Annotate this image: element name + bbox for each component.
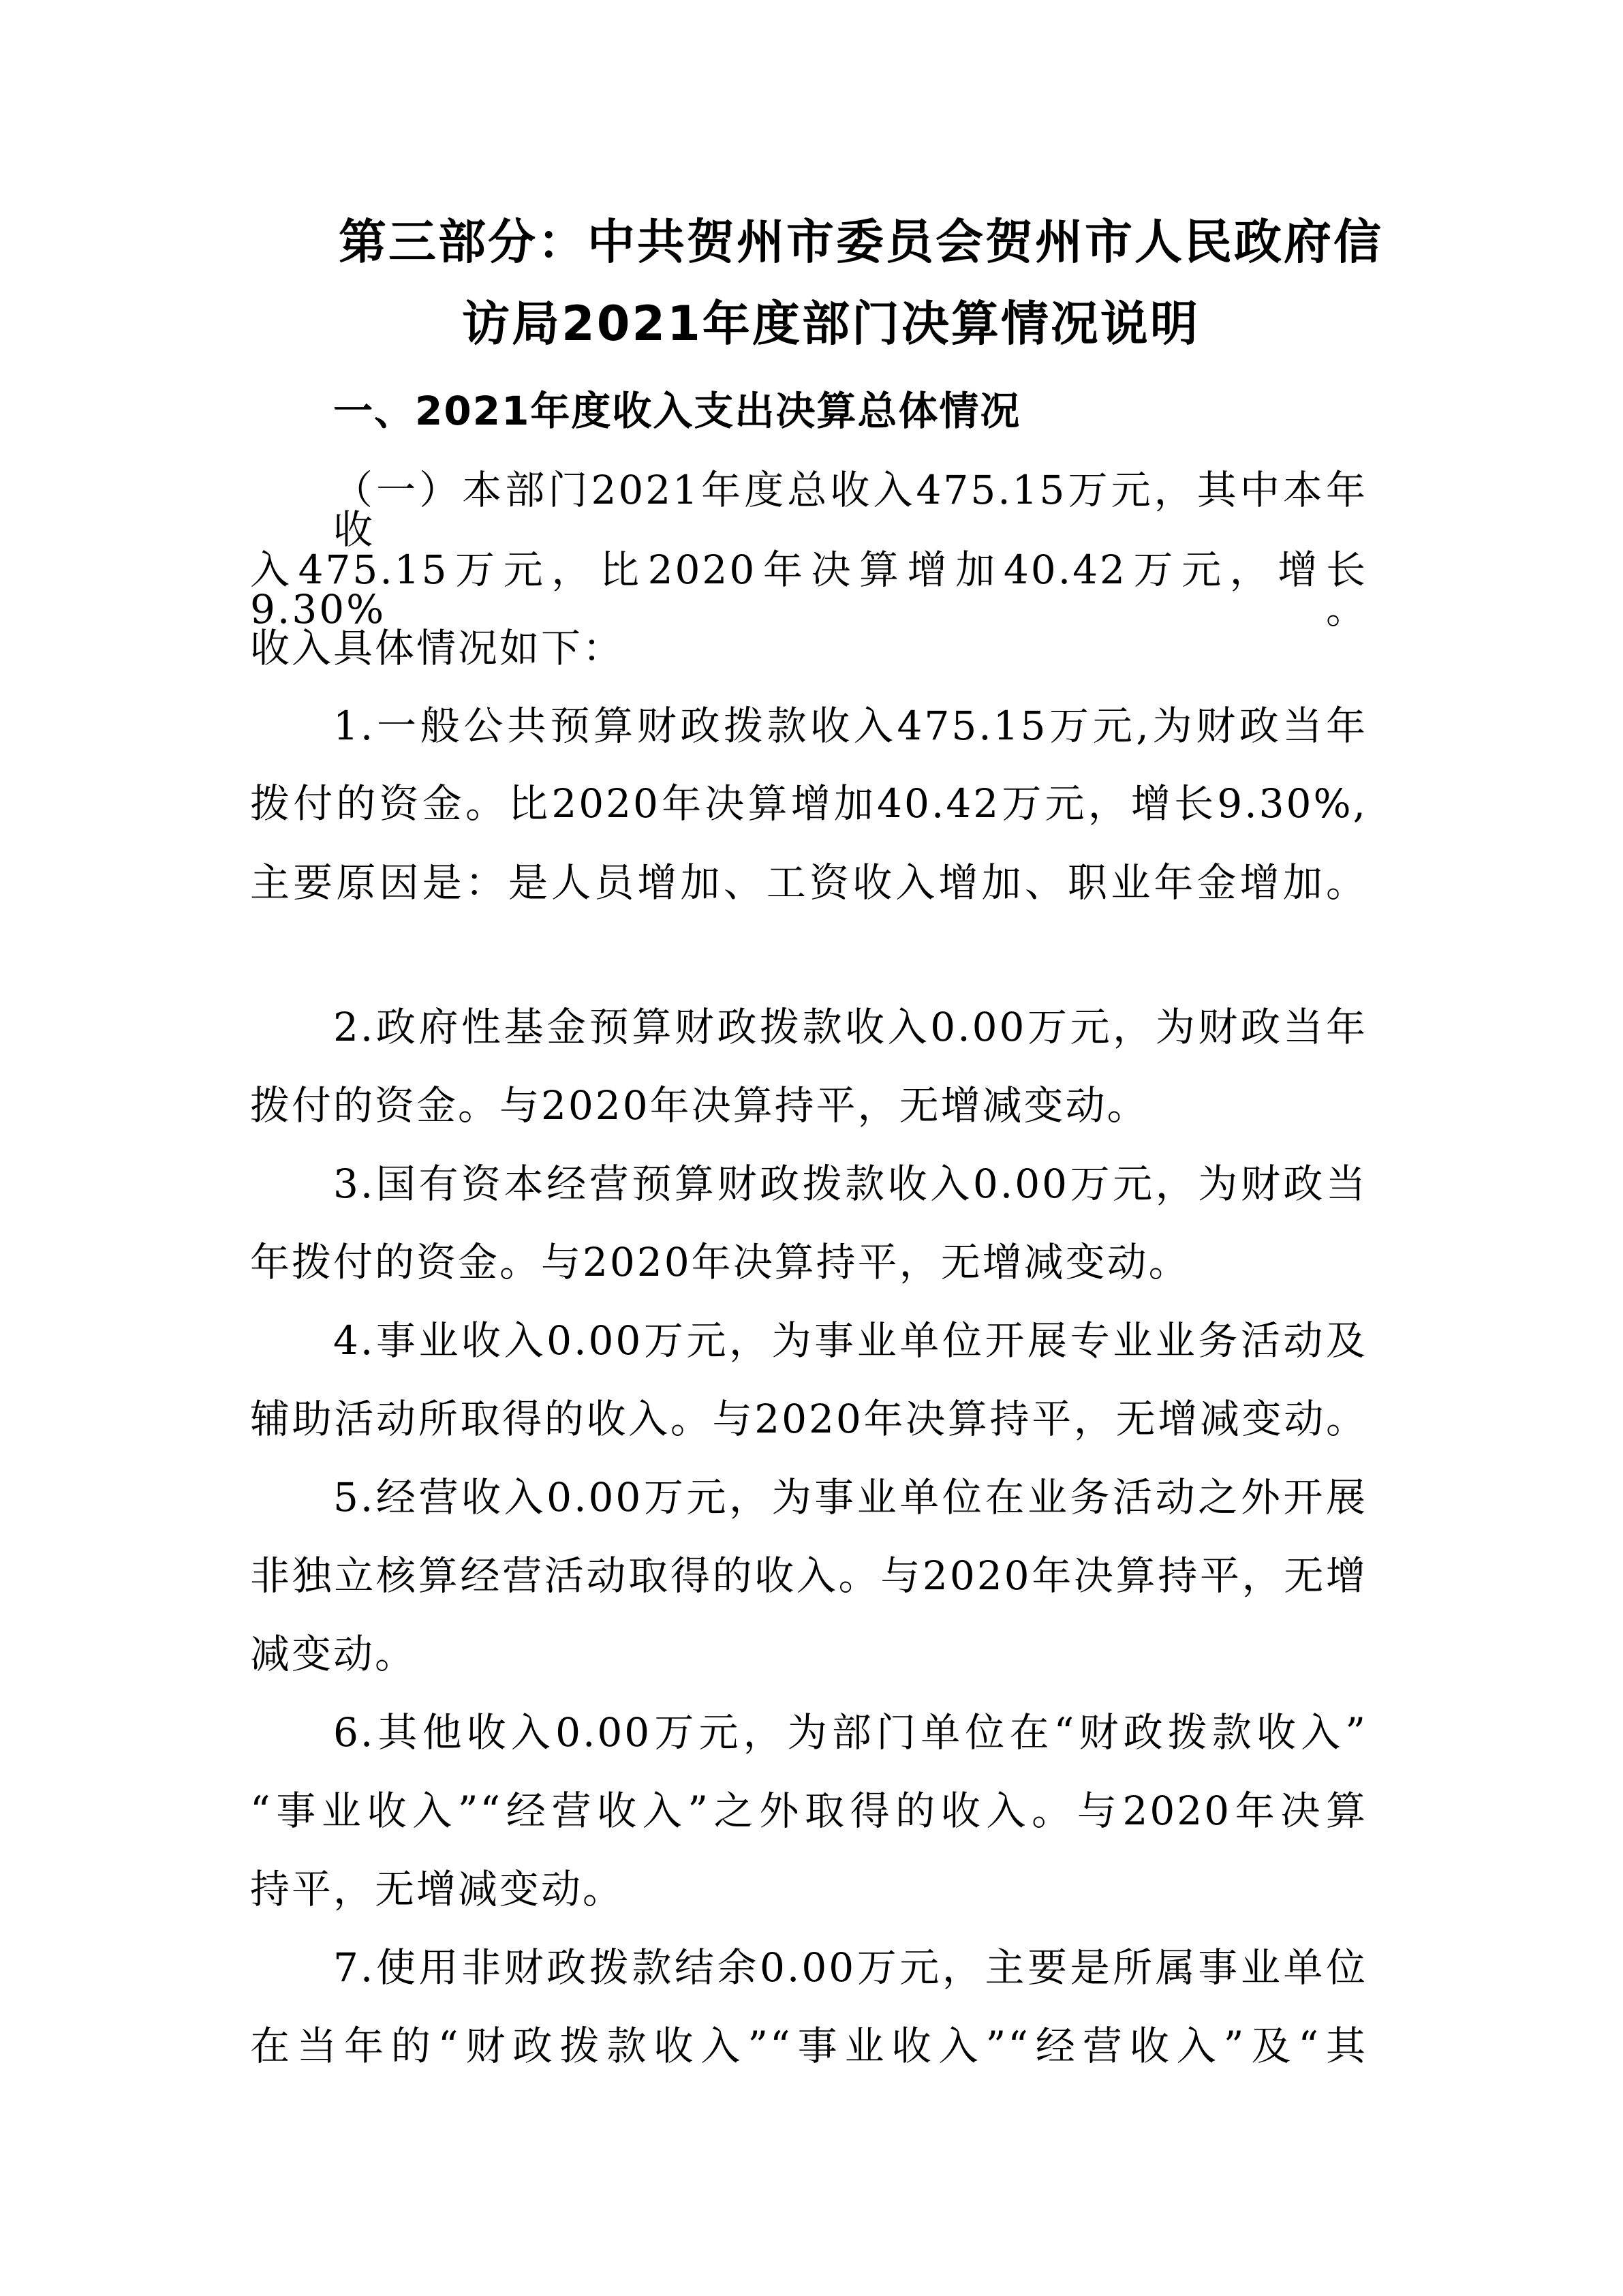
item-2-line-1: 2.政府性基金预算财政拨款收入0.00万元，为财政当年 [333, 1004, 1367, 1050]
item-1-line-2: 拨付的资金。比2020年决算增加40.42万元，增长9.30%, [250, 780, 1367, 827]
document-title-line-2: 访局2021年度部门决算情况说明 [462, 296, 1200, 352]
item-5-line-1: 5.经营收入0.00万元，为事业单位在业务活动之外开展 [333, 1474, 1367, 1520]
item-6-line-3: 持平，无增减变动。 [250, 1866, 625, 1912]
paragraph-overview-line-1: （一）本部门2021年度总收入475.15万元，其中本年收 [333, 467, 1367, 553]
item-6-line-1: 6.其他收入0.00万元，为部门单位在“财政拨款收入” [333, 1709, 1367, 1756]
item-2-line-2: 拨付的资金。与2020年决算持平，无增减变动。 [250, 1082, 1149, 1129]
paragraph-overview-line-2: 入475.15万元，比2020年决算增加40.42万元，增长9.30%。 [250, 547, 1367, 632]
document-title-line-1: 第三部分：中共贺州市委员会贺州市人民政府信 [339, 214, 1383, 270]
item-1-line-3: 主要原因是：是人员增加、工资收入增加、职业年金增加。 [250, 859, 1367, 906]
item-7-line-2: 在当年的“财政拨款收入”“事业收入”“经营收入”及“其 [250, 2023, 1367, 2069]
item-4-line-2: 辅助活动所取得的收入。与2020年决算持平，无增减变动。 [250, 1396, 1367, 1442]
section-heading: 一、2021年度收入支出决算总体情况 [333, 388, 1021, 434]
item-3-line-2: 年拨付的资金。与2020年决算持平，无增减变动。 [250, 1239, 1190, 1285]
item-6-line-2: “事业收入”“经营收入”之外取得的收入。与2020年决算 [250, 1788, 1367, 1834]
item-5-line-2: 非独立核算经营活动取得的收入。与2020年决算持平，无增 [250, 1552, 1367, 1599]
item-4-line-1: 4.事业收入0.00万元，为事业单位开展专业业务活动及 [333, 1317, 1367, 1364]
item-5-line-3: 减变动。 [250, 1631, 417, 1677]
item-7-line-1: 7.使用非财政拨款结余0.00万元，主要是所属事业单位 [333, 1944, 1367, 1991]
item-1-line-1: 1.一般公共预算财政拨款收入475.15万元,为财政当年 [333, 703, 1367, 749]
item-3-line-1: 3.国有资本经营预算财政拨款收入0.00万元，为财政当 [333, 1161, 1367, 1207]
paragraph-overview-line-3: 收入具体情况如下： [250, 625, 625, 671]
